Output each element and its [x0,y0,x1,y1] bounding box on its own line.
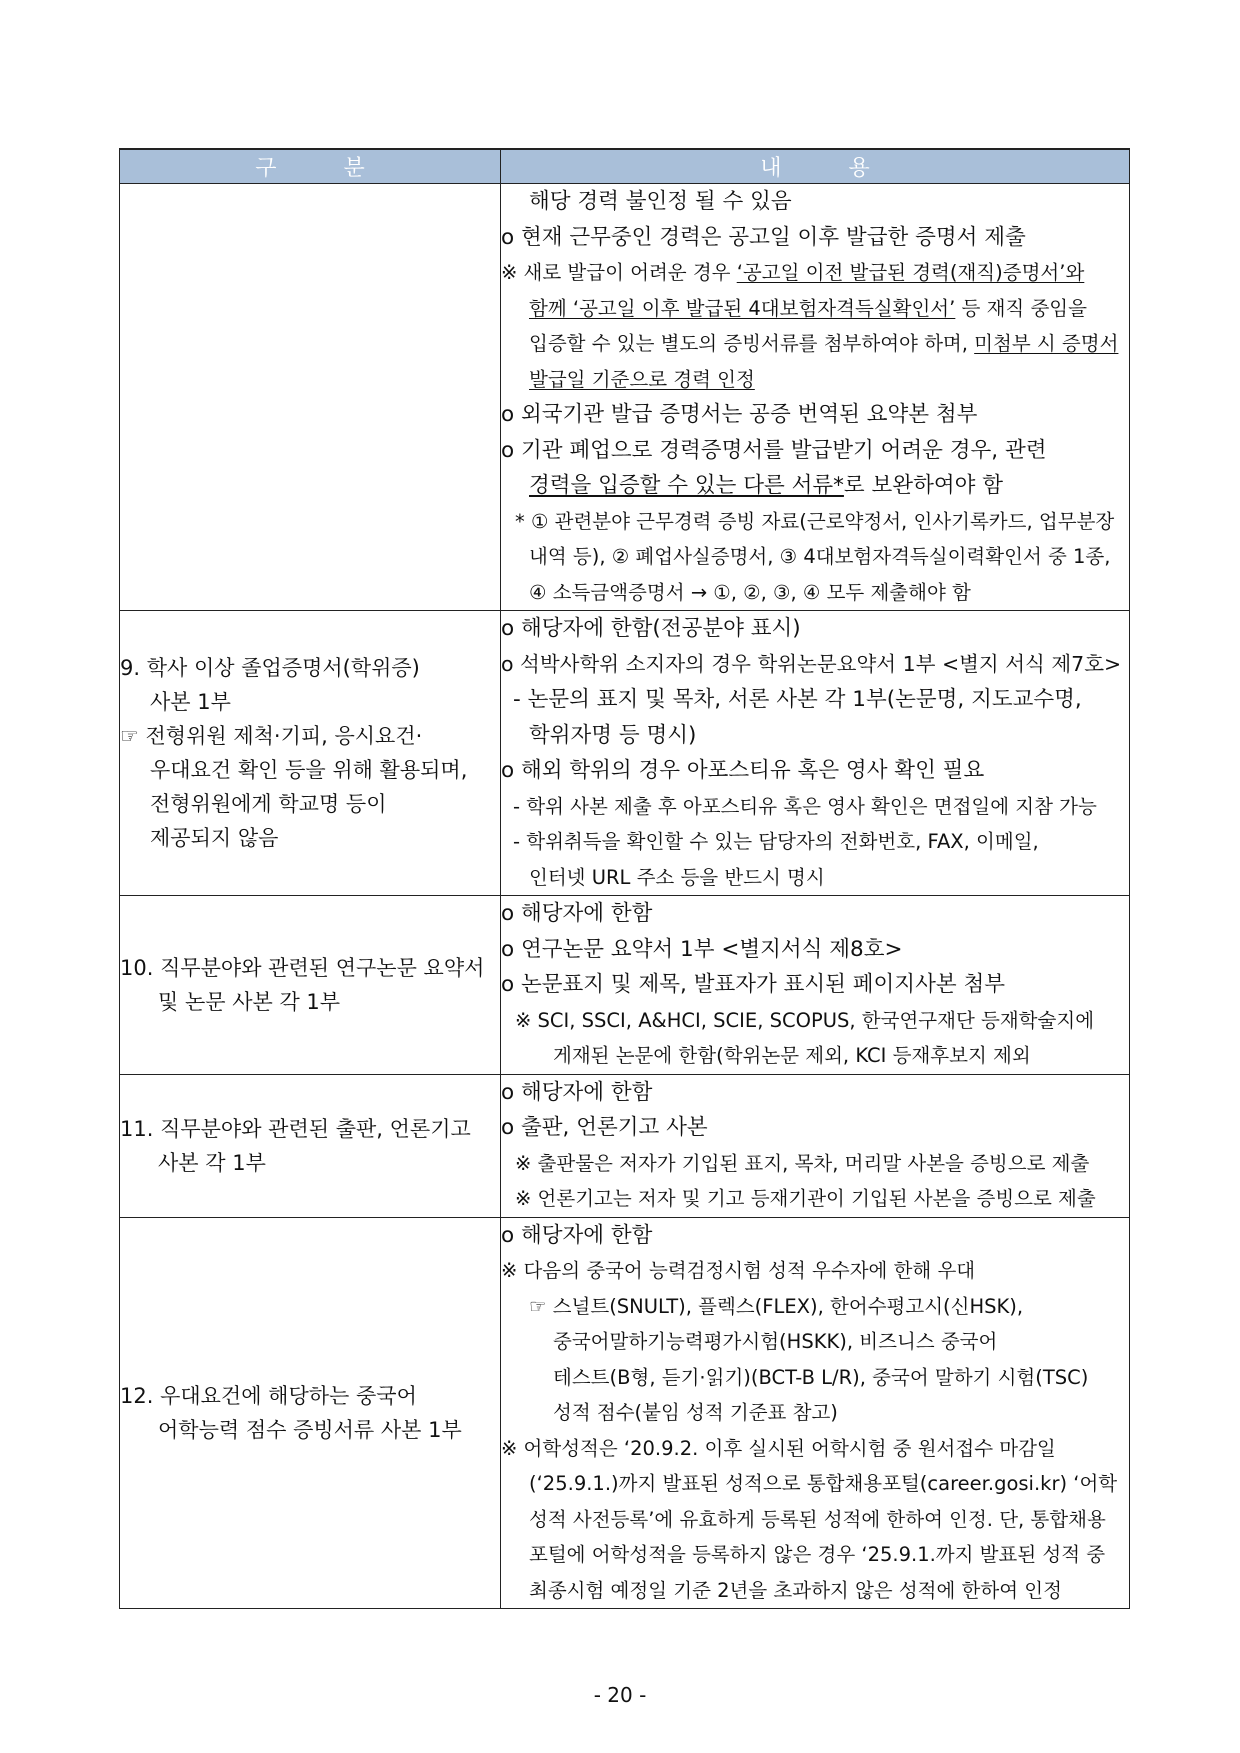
category-title-cont: 사본 각 1부 [158,1150,266,1175]
content-line: o 현재 근무중인 경력은 공고일 이후 발급한 증명서 제출 [501,224,1026,250]
content-line: o 해당자에 한함 [501,1222,653,1248]
note-line: 성적 사전등록’에 유효하게 등록된 성적에 한하여 인정. 단, 통합채용 [529,1507,1106,1531]
category-title-cont: 및 논문 사본 각 1부 [158,989,341,1014]
requirements-table [119,148,1130,1609]
table-row-chinese [120,1217,1130,1609]
table-row-papers [120,896,1130,1075]
note-line: 성적 점수(붙임 성적 기준표 참고) [553,1401,838,1424]
content-line: 학위자명 등 명시) [529,722,697,748]
note-line: 게재된 논문에 한함(학위논문 제외, KCI 등재후보지 제외 [553,1044,1031,1067]
content-line: o 외국기관 발급 증명서는 공증 번역된 요약본 첨부 [501,402,978,427]
table-header-row [120,149,1130,184]
content-line: 인터넷 URL 주소 등을 반드시 명시 [529,865,825,889]
content-line: o 연구논문 요약서 1부 <별지서식 제8호> [501,936,903,962]
content-line: - 학위취득을 확인할 수 있는 담당자의 전화번호, FAX, 이메일, [513,830,1039,853]
content-line: o 해당자에 한함(전공분야 표시) [501,616,801,641]
note-line: 포털에 어학성적을 등록하지 않은 경우 ‘25.9.1.까지 발표된 성적 중 [529,1543,1106,1566]
category-note: 우대요건 확인 등을 위해 활용되며, [150,758,468,782]
note-line: 함께 ‘공고일 이후 발급된 4대보험자격득실확인서’ 등 재직 중임을 [529,296,1087,320]
content-cell-career [501,184,1130,611]
content-line: o 해외 학위의 경우 아포스티유 혹은 영사 확인 필요 [501,758,985,783]
header-category: 구 분 [120,149,501,184]
category-cell-empty [120,184,501,611]
note-line: 중국어말하기능력평가시험(HSKK), 비즈니스 중국어 [553,1330,998,1353]
category-note: 전형위원에게 학교명 등이 [150,792,387,816]
category-title: 12. 우대요건에 해당하는 중국어 [120,1383,417,1408]
note-line: ※ 출판물은 저자가 기입된 표지, 목차, 머리말 사본을 증빙으로 제출 [515,1151,1090,1175]
category-cell-degree [120,611,501,896]
content-line: o 해당자에 한함 [501,901,653,926]
category-title-cont: 어학능력 점수 증빙서류 사본 1부 [158,1417,462,1442]
note-line: ※ SCI, SSCI, A&HCI, SCIE, SCOPUS, 한국연구재단 등재학술지에 [515,1008,1095,1032]
content-cell-papers [501,896,1130,1075]
note-line: 최종시험 예정일 기준 2년을 초과하지 않은 성적에 한하여 인정 [529,1578,1062,1602]
content-cell-chinese [501,1217,1130,1609]
category-cell-chinese [120,1217,501,1609]
note-line: ※ 새로 발급이 어려운 경우 ‘공고일 이전 발급된 경력(재직)증명서’와 [501,261,1085,284]
footnote-line: 내역 등), ② 폐업사실증명서, ③ 4대보험자격득실이력확인서 중 1종, [529,545,1111,568]
table-row-publication [120,1074,1130,1217]
category-cell-papers [120,896,501,1075]
content-line: o 해당자에 한함 [501,1079,653,1105]
content-line: o 석박사학위 소지자의 경우 학위논문요약서 1부 <별지 서식 제7호> [501,651,1122,676]
category-note: 제공되지 않음 [150,826,279,850]
category-title: 10. 직무분야와 관련된 연구논문 요약서 [120,955,485,980]
content-cell-degree [501,611,1130,896]
note-line: 입증할 수 있는 별도의 증빙서류를 첨부하여야 하며, 미첨부 시 증명서 [529,332,1119,355]
content-line: - 논문의 표지 및 목차, 서론 사본 각 1부(논문명, 지도교수명, [513,687,1082,712]
content-line: o 출판, 언론기고 사본 [501,1115,708,1140]
table-row-career [120,184,1130,611]
footnote-line: ④ 소득금액증명서 → ①, ②, ③, ④ 모두 제출해야 함 [529,580,971,604]
category-title-cont: 사본 1부 [150,690,231,714]
header-content: 내 용 [501,149,1130,184]
note-line: ※ 다음의 중국어 능력검정시험 성적 우수자에 한해 우대 [501,1259,976,1282]
note-line: (‘25.9.1.)까지 발표된 성적으로 통합채용포털(career.gosi.kr) ‘어학 [529,1472,1118,1495]
category-title: 11. 직무분야와 관련된 출판, 언론기고 [120,1116,471,1141]
page-number: - 20 - [593,1683,647,1707]
note-line: 발급일 기준으로 경력 인정 [529,367,755,391]
note-line: ☞ 스널트(SNULT), 플렉스(FLEX), 한어수평고시(신HSK), [529,1294,1024,1318]
category-title: 9. 학사 이상 졸업증명서(학위증) [120,656,420,680]
content-line: o 논문표지 및 제목, 발표자가 표시된 페이지사본 첨부 [501,972,1005,997]
note-line: 테스트(B형, 듣기·읽기)(BCT-B L/R), 중국어 말하기 시험(TSC) [553,1365,1089,1389]
content-line: - 학위 사본 제출 후 아포스티유 혹은 영사 확인은 면접일에 지참 가능 [513,794,1097,818]
footnote-line: * ① 관련분야 근무경력 증빙 자료(근로약정서, 인사기록카드, 업무분장 [515,509,1115,533]
note-line: ※ 언론기고는 저자 및 기고 등재기관이 기입된 사본을 증빙으로 제출 [515,1187,1096,1210]
content-line: 경력을 입증할 수 있는 다른 서류*로 보완하여야 함 [529,473,1003,498]
note-line: ※ 어학성적은 ‘20.9.2. 이후 실시된 어학시험 중 원서접수 마감일 [501,1436,1056,1460]
category-note: ☞ 전형위원 제척·기피, 응시요건· [120,724,423,748]
content-line: 해당 경력 불인정 될 수 있음 [529,189,792,214]
content-cell-publication [501,1074,1130,1217]
content-line: o 기관 폐업으로 경력증명서를 발급받기 어려운 경우, 관련 [501,437,1047,463]
category-cell-publication [120,1074,501,1217]
table-row-degree [120,611,1130,896]
